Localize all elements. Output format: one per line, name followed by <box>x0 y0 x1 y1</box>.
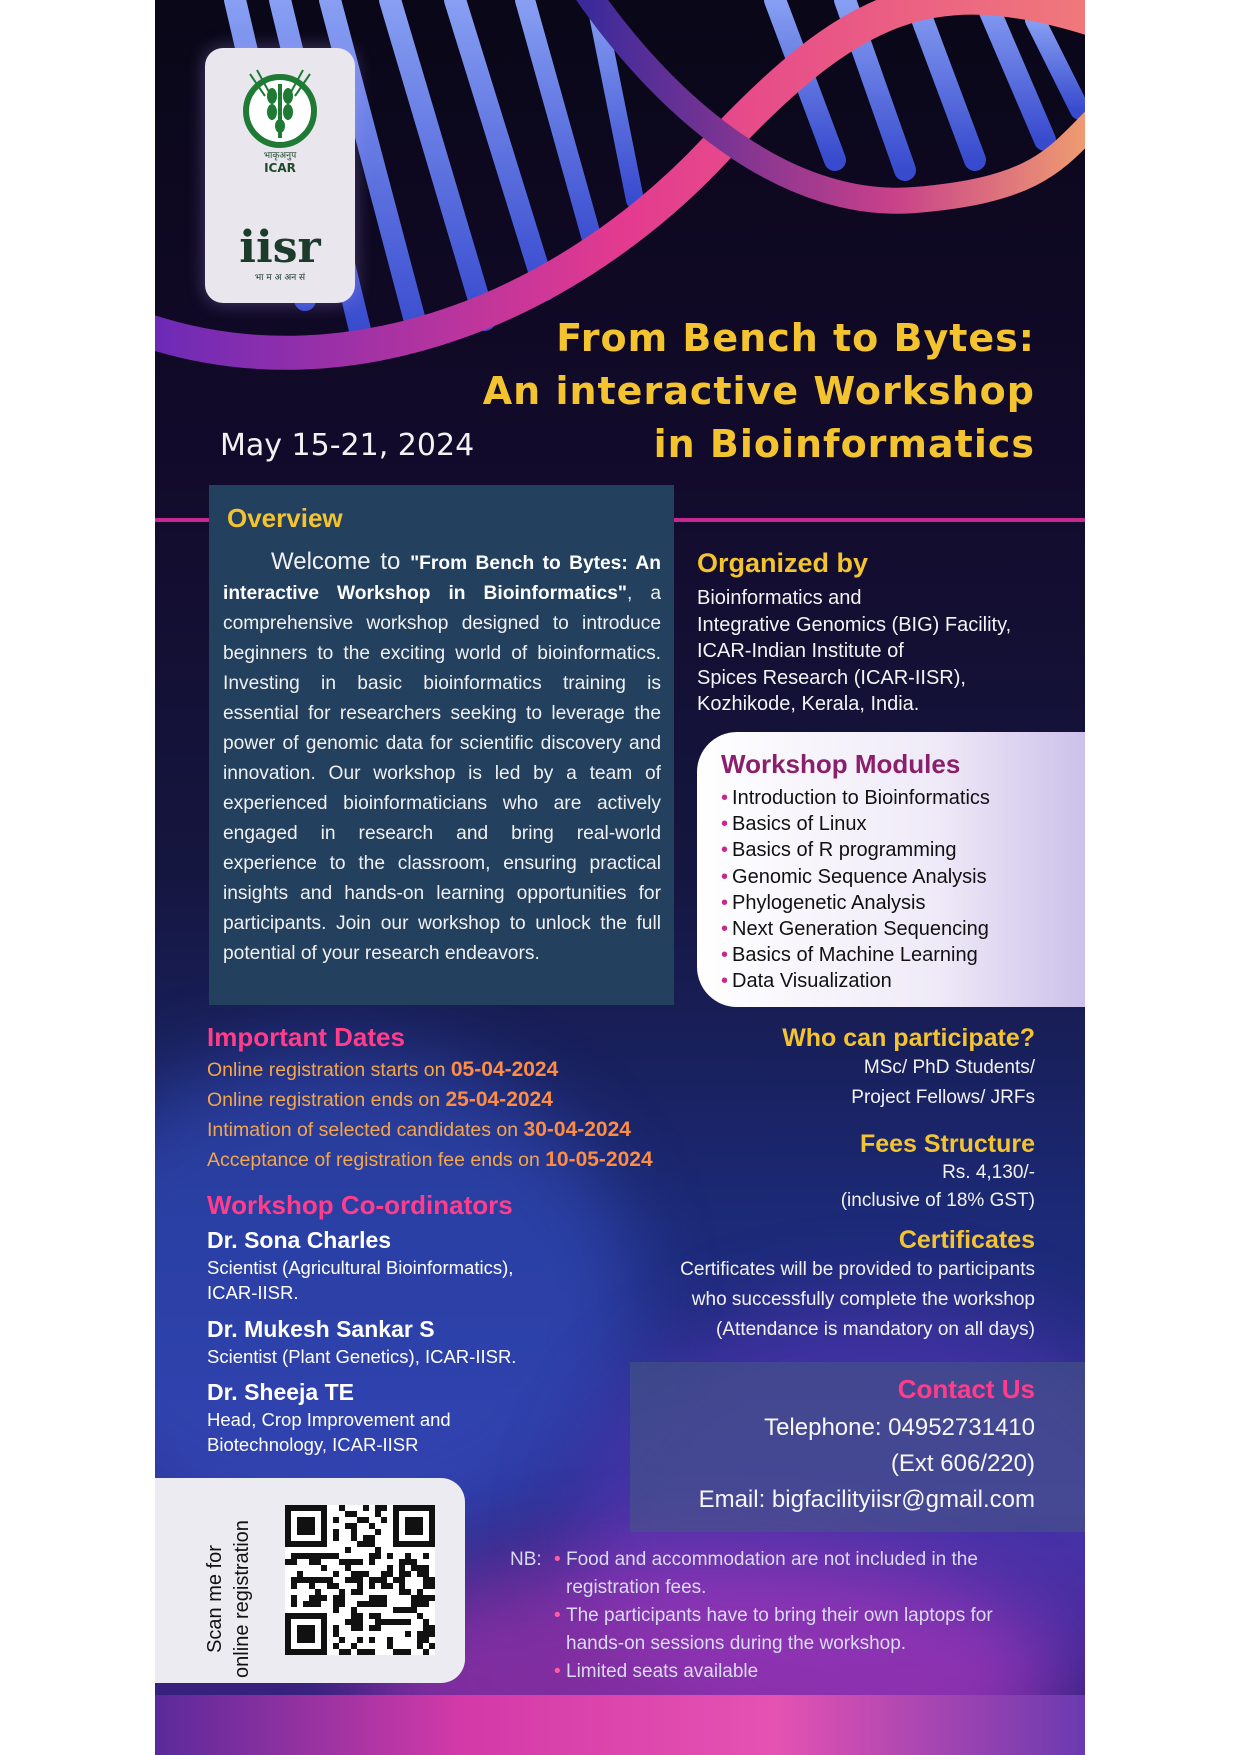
participate-heading: Who can participate? <box>782 1024 1035 1052</box>
modules-heading: Workshop Modules <box>721 749 961 779</box>
title-line-1: From Bench to Bytes: <box>556 316 1035 360</box>
fees-amount: Rs. 4,130/- <box>942 1162 1035 1183</box>
fees-note: (inclusive of 18% GST) <box>840 1190 1035 1211</box>
qr-code[interactable] <box>285 1500 435 1660</box>
date-row <box>207 1055 653 1085</box>
date-row <box>207 1145 653 1175</box>
poster <box>155 0 1085 1755</box>
workshop-title <box>483 312 1035 471</box>
certificates-heading: Certificates <box>898 1226 1035 1254</box>
date-value: 25-04-2024 <box>445 1088 553 1111</box>
contact-email: Email: bigfacilityiisr@gmail.com <box>698 1486 1035 1513</box>
date-value: 05-04-2024 <box>450 1058 559 1081</box>
coordinator-1 <box>207 1225 513 1305</box>
module-item: • Basics of Linux <box>721 811 990 837</box>
coordinator-role: ICAR-IISR. <box>207 1282 299 1303</box>
note-item: • The participants have to bring their own laptops for hands-on sessions during the workshop. <box>556 1602 1036 1658</box>
coordinators-heading: Workshop Co-ordinators <box>207 1190 513 1220</box>
organized-line: Spices Research (ICAR-IISR), <box>697 666 966 689</box>
title-line-2: An interactive Workshop <box>482 369 1035 413</box>
qr-caption <box>202 1509 256 1689</box>
coordinator-name: Dr. Mukesh Sankar S <box>207 1316 435 1342</box>
coordinator-role: Biotechnology, ICAR-IISR <box>207 1434 419 1455</box>
title-line-3: in Bioinformatics <box>653 422 1035 466</box>
organized-text <box>697 585 1011 718</box>
certificates-line: (Attendance is mandatory on all days) <box>716 1319 1035 1340</box>
overview-panel <box>209 485 674 1005</box>
workshop-date: May 15-21, 2024 <box>220 428 475 463</box>
fees-heading: Fees Structure <box>859 1130 1035 1158</box>
date-row <box>207 1085 653 1115</box>
note-item: • Food and accommodation are not included in the registration fees. <box>556 1546 1036 1602</box>
qr-card <box>155 1478 465 1683</box>
logo-card <box>205 48 355 303</box>
date-label: Intimation of selected candidates on <box>207 1119 524 1141</box>
module-item: • Basics of Machine Learning <box>721 942 990 968</box>
coordinator-2 <box>207 1314 516 1369</box>
overview-heading: Overview <box>227 503 343 533</box>
bottom-bar <box>155 1695 1085 1755</box>
module-item: • Basics of R programming <box>721 837 990 863</box>
organized-heading: Organized by <box>697 548 869 578</box>
fees-section <box>841 1130 1035 1215</box>
contact-telephone: Telephone: 04952731410 <box>764 1414 1035 1441</box>
overview-text <box>223 547 661 969</box>
important-dates-list <box>207 1055 653 1175</box>
date-value: 30-04-2024 <box>523 1118 631 1141</box>
certificates-line: who successfully complete the workshop <box>691 1289 1035 1310</box>
overview-bold: "From Bench to Bytes: An interactive Workshop in Bioinformatics" <box>223 553 662 604</box>
date-label: Online registration starts on <box>207 1059 451 1081</box>
module-item: • Next Generation Sequencing <box>721 916 990 942</box>
date-row <box>207 1115 653 1145</box>
contact-heading: Contact Us <box>897 1374 1035 1404</box>
date-label: Online registration ends on <box>207 1089 446 1111</box>
qr-caption-line: Scan me for <box>204 1545 226 1653</box>
date-value: 10-05-2024 <box>545 1148 653 1171</box>
certificates-section <box>680 1226 1035 1345</box>
date-label: Acceptance of registration fee ends on <box>207 1149 546 1171</box>
icar-hindi-text: भाकृअनुप <box>263 151 297 161</box>
contact-details <box>699 1410 1035 1518</box>
coordinator-role: Scientist (Plant Genetics), ICAR-IISR. <box>207 1346 517 1367</box>
notes-list <box>510 1546 1036 1686</box>
overview-body: , a comprehensive workshop designed to introduce beginners to the exciting world of bioinformatics. Investing in basic bioinformatics training is essential for researchers seeking to leverage the power of genomic data for scientific discovery and innovation. Our workshop is led by a team of experienced bioinformaticians who are actively engaged in research and bring real-world experience to the classroom, ensuring practical insights and hands-on learning opportunities for participants. Join our workshop to unlock the full potential of your research endeavors. <box>223 583 661 964</box>
iisr-hindi-text: भा म अ अन सं <box>254 273 306 283</box>
coordinator-name: Dr. Sona Charles <box>207 1227 392 1253</box>
qr-caption-line: online registration <box>231 1520 253 1678</box>
coordinator-name: Dr. Sheeja TE <box>207 1379 355 1405</box>
modules-panel <box>697 732 1085 1007</box>
notes-section <box>510 1546 1036 1686</box>
participate-line: MSc/ PhD Students/ <box>863 1057 1035 1078</box>
important-dates-heading: Important Dates <box>207 1022 405 1052</box>
organized-line: Bioinformatics and <box>697 587 862 609</box>
icar-logo <box>235 66 325 176</box>
module-item: • Introduction to Bioinformatics <box>721 785 990 811</box>
coordinator-role: Scientist (Agricultural Bioinformatics), <box>207 1257 514 1278</box>
organized-line: ICAR-Indian Institute of <box>697 640 904 662</box>
iisr-text: iisr <box>239 222 321 273</box>
note-item: • Limited seats available <box>556 1658 1036 1686</box>
module-item: • Data Visualization <box>721 968 990 994</box>
participate-section <box>782 1024 1035 1113</box>
organized-line: Kozhikode, Kerala, India. <box>697 693 920 715</box>
certificates-line: Certificates will be provided to participants <box>680 1259 1035 1280</box>
overview-lead: Welcome to <box>271 548 411 575</box>
module-item: • Genomic Sequence Analysis <box>721 864 990 890</box>
coordinator-role: Head, Crop Improvement and <box>207 1409 451 1430</box>
organized-line: Integrative Genomics (BIG) Facility, <box>697 613 1012 636</box>
modules-list <box>721 785 990 995</box>
notes-label: NB: <box>510 1549 542 1570</box>
coordinator-3 <box>207 1377 451 1457</box>
module-item: • Phylogenetic Analysis <box>721 890 990 916</box>
icar-text: ICAR <box>264 161 296 175</box>
participate-line: Project Fellows/ JRFs <box>851 1087 1035 1108</box>
contact-ext: (Ext 606/220) <box>890 1450 1035 1477</box>
iisr-logo <box>235 216 325 286</box>
